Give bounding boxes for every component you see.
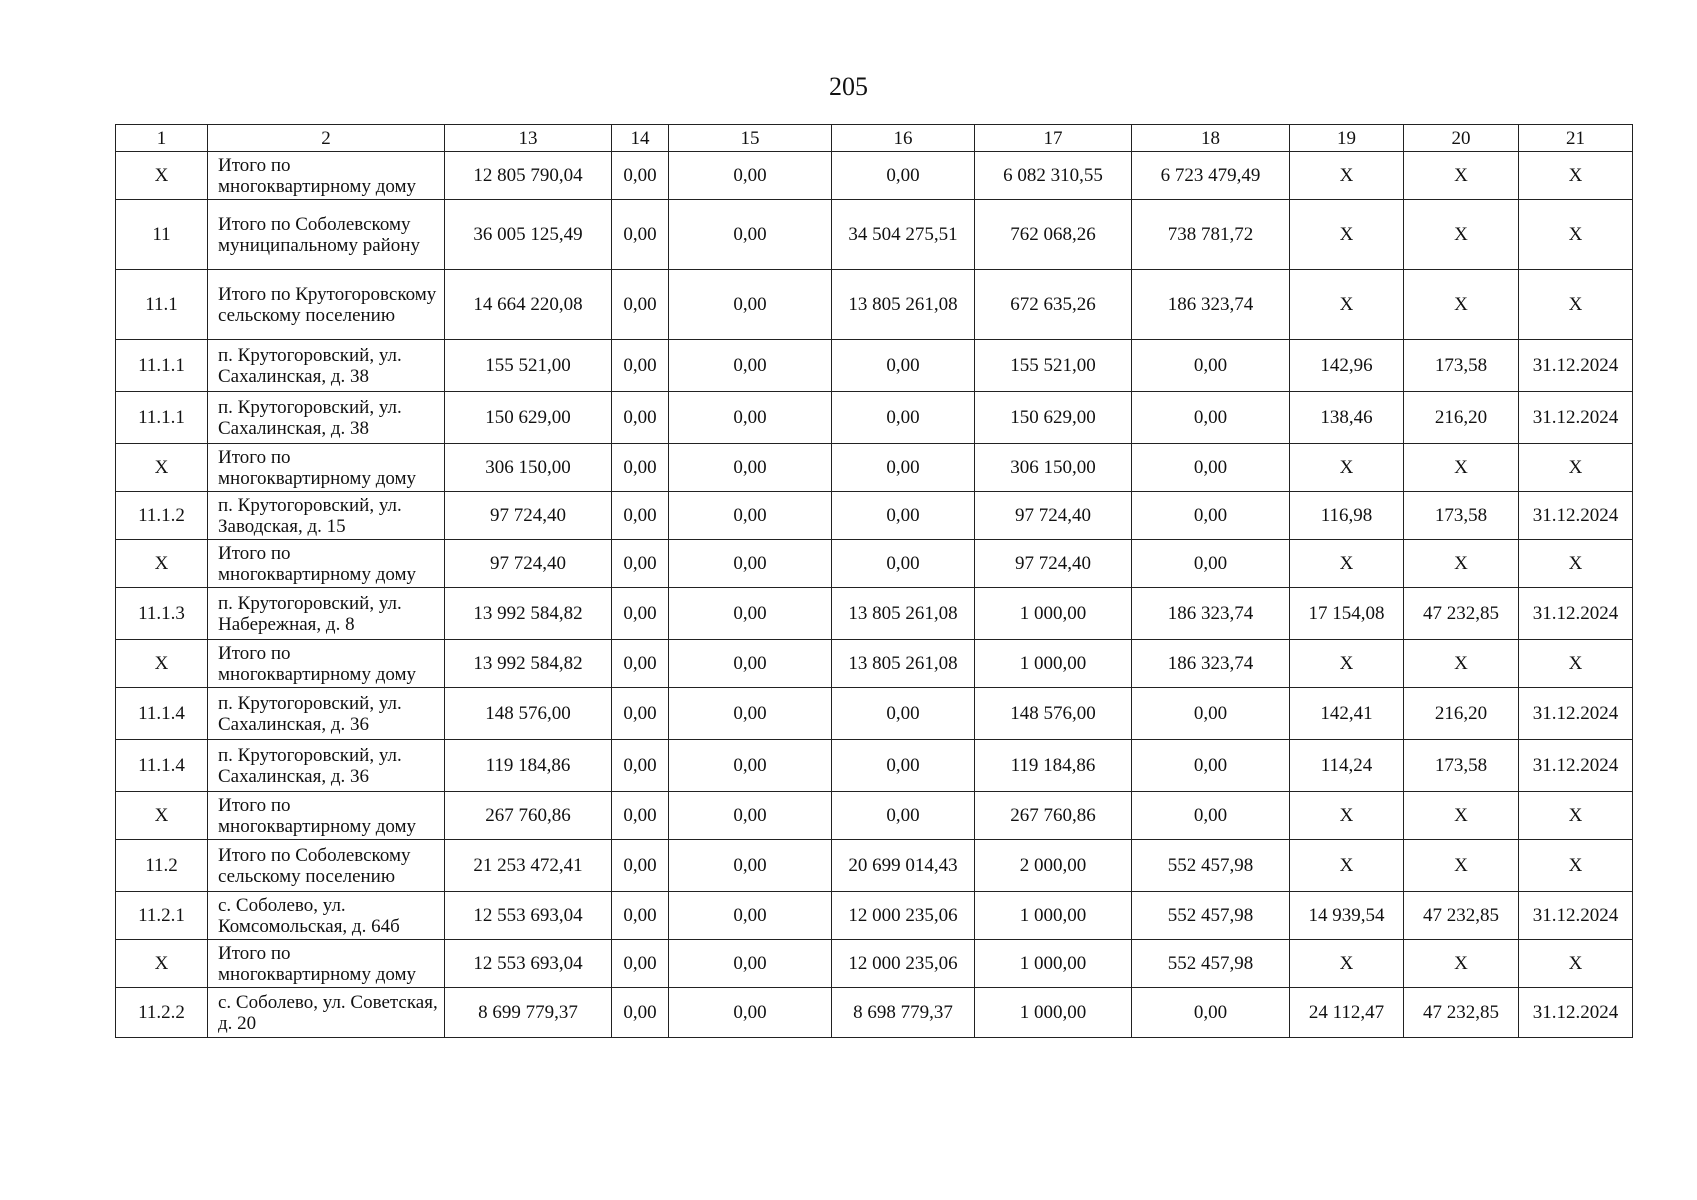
name-cell: Итого по Соболевскому сельскому поселению <box>208 840 445 892</box>
table-cell: 0,00 <box>612 892 669 940</box>
table-cell: X <box>1404 200 1519 270</box>
table-cell: 14 939,54 <box>1290 892 1404 940</box>
table-cell: 13 805 261,08 <box>832 588 975 640</box>
name-cell: п. Крутогоровский, ул. Сахалинская, д. 38 <box>208 340 445 392</box>
table-cell: X <box>1404 444 1519 492</box>
table-row <box>116 688 1633 740</box>
table-cell: 148 576,00 <box>975 688 1132 740</box>
table-cell: 0,00 <box>612 840 669 892</box>
table-cell: 31.12.2024 <box>1519 588 1633 640</box>
table-row <box>116 792 1633 840</box>
table-cell: 11.2 <box>116 840 208 892</box>
table-cell: 0,00 <box>669 840 832 892</box>
table-cell: X <box>1290 270 1404 340</box>
column-header: 16 <box>832 125 975 152</box>
table-cell: 173,58 <box>1404 340 1519 392</box>
table-cell: 6 723 479,49 <box>1132 152 1290 200</box>
name-cell: п. Крутогоровский, ул. Набережная, д. 8 <box>208 588 445 640</box>
table-cell: 97 724,40 <box>445 540 612 588</box>
table-cell: X <box>1519 152 1633 200</box>
table-cell: 12 805 790,04 <box>445 152 612 200</box>
table-cell: 11.2.1 <box>116 892 208 940</box>
table-cell: 0,00 <box>832 688 975 740</box>
table-cell: 0,00 <box>832 152 975 200</box>
table-cell: 116,98 <box>1290 492 1404 540</box>
table-cell: 47 232,85 <box>1404 588 1519 640</box>
table-cell: 0,00 <box>669 200 832 270</box>
table-cell: 2 000,00 <box>975 840 1132 892</box>
table-row <box>116 940 1633 988</box>
table-cell: X <box>1290 444 1404 492</box>
table-cell: 0,00 <box>669 540 832 588</box>
table-cell: 150 629,00 <box>975 392 1132 444</box>
table-row <box>116 152 1633 200</box>
table-cell: 1 000,00 <box>975 940 1132 988</box>
table-cell: 552 457,98 <box>1132 940 1290 988</box>
table-cell: 11.2.2 <box>116 988 208 1038</box>
column-header: 18 <box>1132 125 1290 152</box>
column-header: 17 <box>975 125 1132 152</box>
name-cell: п. Крутогоровский, ул. Сахалинская, д. 36 <box>208 688 445 740</box>
table-row <box>116 444 1633 492</box>
table-cell: X <box>1519 540 1633 588</box>
table-cell: X <box>1290 840 1404 892</box>
table-cell: 0,00 <box>832 340 975 392</box>
table-cell: 0,00 <box>669 340 832 392</box>
table-cell: 47 232,85 <box>1404 892 1519 940</box>
table-cell: 0,00 <box>1132 988 1290 1038</box>
table-cell: 34 504 275,51 <box>832 200 975 270</box>
column-header: 19 <box>1290 125 1404 152</box>
table-cell: 0,00 <box>612 540 669 588</box>
table-row <box>116 340 1633 392</box>
table-row <box>116 200 1633 270</box>
table-cell: 0,00 <box>1132 792 1290 840</box>
column-header: 21 <box>1519 125 1633 152</box>
table-cell: X <box>1404 540 1519 588</box>
table-cell: 0,00 <box>612 740 669 792</box>
table-cell: 11.1.1 <box>116 392 208 444</box>
name-cell: Итого по многоквартирному дому <box>208 792 445 840</box>
table-cell: 8 698 779,37 <box>832 988 975 1038</box>
table-row <box>116 740 1633 792</box>
table-cell: 0,00 <box>612 200 669 270</box>
table-cell: 0,00 <box>832 540 975 588</box>
table-cell: 552 457,98 <box>1132 892 1290 940</box>
table-cell: 12 553 693,04 <box>445 892 612 940</box>
table-cell: X <box>116 640 208 688</box>
table-cell: 142,96 <box>1290 340 1404 392</box>
table-cell: 97 724,40 <box>445 492 612 540</box>
table-cell: 0,00 <box>832 444 975 492</box>
table-cell: 0,00 <box>612 688 669 740</box>
table-cell: 0,00 <box>669 270 832 340</box>
table-cell: 97 724,40 <box>975 492 1132 540</box>
table-cell: X <box>1404 940 1519 988</box>
table-cell: 1 000,00 <box>975 588 1132 640</box>
table-cell: X <box>1404 792 1519 840</box>
column-header: 14 <box>612 125 669 152</box>
table-cell: X <box>116 792 208 840</box>
table-cell: 0,00 <box>612 588 669 640</box>
table-cell: 11.1.4 <box>116 740 208 792</box>
table-cell: 0,00 <box>669 892 832 940</box>
table-cell: 0,00 <box>832 392 975 444</box>
table-cell: 1 000,00 <box>975 988 1132 1038</box>
name-cell: с. Соболево, ул. Комсомольская, д. 64б <box>208 892 445 940</box>
column-header: 1 <box>116 125 208 152</box>
table-cell: 119 184,86 <box>975 740 1132 792</box>
table-cell: X <box>1404 152 1519 200</box>
table-cell: 31.12.2024 <box>1519 392 1633 444</box>
table-cell: 173,58 <box>1404 740 1519 792</box>
table-cell: 47 232,85 <box>1404 988 1519 1038</box>
column-header: 20 <box>1404 125 1519 152</box>
table-cell: X <box>1290 940 1404 988</box>
name-cell: п. Крутогоровский, ул. Заводская, д. 15 <box>208 492 445 540</box>
table-cell: X <box>1519 792 1633 840</box>
table-cell: 31.12.2024 <box>1519 892 1633 940</box>
table-cell: 12 000 235,06 <box>832 940 975 988</box>
table-cell: 20 699 014,43 <box>832 840 975 892</box>
table-cell: X <box>1519 200 1633 270</box>
table-cell: 0,00 <box>669 392 832 444</box>
table-cell: 267 760,86 <box>975 792 1132 840</box>
column-header: 2 <box>208 125 445 152</box>
table-cell: 97 724,40 <box>975 540 1132 588</box>
table-cell: X <box>1290 200 1404 270</box>
table-cell: X <box>116 940 208 988</box>
name-cell: Итого по многоквартирному дому <box>208 152 445 200</box>
table-cell: 155 521,00 <box>445 340 612 392</box>
table-cell: 12 553 693,04 <box>445 940 612 988</box>
table-cell: 0,00 <box>1132 740 1290 792</box>
table-cell: 119 184,86 <box>445 740 612 792</box>
table-cell: 0,00 <box>832 792 975 840</box>
page-number: 205 <box>829 72 868 101</box>
table-cell: 0,00 <box>832 740 975 792</box>
table-cell: 31.12.2024 <box>1519 492 1633 540</box>
table-cell: X <box>116 540 208 588</box>
table-cell: 0,00 <box>612 444 669 492</box>
table-cell: 0,00 <box>669 740 832 792</box>
table-cell: 1 000,00 <box>975 892 1132 940</box>
table-cell: 173,58 <box>1404 492 1519 540</box>
table-cell: 738 781,72 <box>1132 200 1290 270</box>
table-cell: 0,00 <box>669 492 832 540</box>
table-cell: X <box>1404 270 1519 340</box>
table-cell: 186 323,74 <box>1132 588 1290 640</box>
table-cell: 11.1 <box>116 270 208 340</box>
table-cell: 14 664 220,08 <box>445 270 612 340</box>
data-table <box>115 124 1633 1038</box>
name-cell: п. Крутогоровский, ул. Сахалинская, д. 36 <box>208 740 445 792</box>
table-cell: X <box>1519 270 1633 340</box>
table-cell: 216,20 <box>1404 392 1519 444</box>
table-cell: 11 <box>116 200 208 270</box>
table-cell: 114,24 <box>1290 740 1404 792</box>
table-cell: 31.12.2024 <box>1519 340 1633 392</box>
table-cell: 0,00 <box>1132 444 1290 492</box>
table-cell: 8 699 779,37 <box>445 988 612 1038</box>
table-cell: 13 805 261,08 <box>832 270 975 340</box>
name-cell: Итого по Соболевскому муниципальному району <box>208 200 445 270</box>
table-cell: 0,00 <box>612 792 669 840</box>
table-cell: 11.1.3 <box>116 588 208 640</box>
table-row <box>116 540 1633 588</box>
table-cell: X <box>1519 444 1633 492</box>
table-cell: 186 323,74 <box>1132 640 1290 688</box>
table-cell: 11.1.2 <box>116 492 208 540</box>
table-cell: X <box>1404 640 1519 688</box>
table-cell: 21 253 472,41 <box>445 840 612 892</box>
table-cell: 216,20 <box>1404 688 1519 740</box>
name-cell: с. Соболево, ул. Советская, д. 20 <box>208 988 445 1038</box>
table-cell: X <box>116 444 208 492</box>
table-cell: X <box>1290 640 1404 688</box>
table-cell: X <box>1290 540 1404 588</box>
table-cell: 142,41 <box>1290 688 1404 740</box>
table-cell: 0,00 <box>1132 340 1290 392</box>
table-cell: 0,00 <box>612 392 669 444</box>
table-cell: X <box>1290 152 1404 200</box>
table-cell: 0,00 <box>612 640 669 688</box>
table-cell: 31.12.2024 <box>1519 988 1633 1038</box>
table-cell: 552 457,98 <box>1132 840 1290 892</box>
table-cell: 0,00 <box>1132 540 1290 588</box>
table-cell: 0,00 <box>1132 392 1290 444</box>
name-cell: Итого по многоквартирному дому <box>208 540 445 588</box>
name-cell: Итого по многоквартирному дому <box>208 640 445 688</box>
table-cell: 267 760,86 <box>445 792 612 840</box>
header-row <box>116 125 1633 152</box>
table-cell: 0,00 <box>669 152 832 200</box>
table-row <box>116 840 1633 892</box>
table-cell: 0,00 <box>669 640 832 688</box>
name-cell: Итого по Крутогоровскому сельскому поселению <box>208 270 445 340</box>
table-cell: X <box>116 152 208 200</box>
table-row <box>116 640 1633 688</box>
name-cell: Итого по многоквартирному дому <box>208 940 445 988</box>
table-cell: 31.12.2024 <box>1519 740 1633 792</box>
column-header: 15 <box>669 125 832 152</box>
table-cell: 24 112,47 <box>1290 988 1404 1038</box>
table-cell: X <box>1290 792 1404 840</box>
name-cell: Итого по многоквартирному дому <box>208 444 445 492</box>
table-cell: 13 805 261,08 <box>832 640 975 688</box>
table-cell: 138,46 <box>1290 392 1404 444</box>
table-cell: 0,00 <box>669 588 832 640</box>
table-cell: 11.1.4 <box>116 688 208 740</box>
table-cell: 17 154,08 <box>1290 588 1404 640</box>
table-cell: 1 000,00 <box>975 640 1132 688</box>
table-cell: 0,00 <box>669 940 832 988</box>
table-cell: 0,00 <box>669 988 832 1038</box>
table-cell: 13 992 584,82 <box>445 640 612 688</box>
table-cell: 0,00 <box>612 340 669 392</box>
table-cell: 0,00 <box>612 988 669 1038</box>
table-cell: 150 629,00 <box>445 392 612 444</box>
table-cell: 13 992 584,82 <box>445 588 612 640</box>
table-row <box>116 492 1633 540</box>
table-cell: 0,00 <box>612 152 669 200</box>
table-cell: 186 323,74 <box>1132 270 1290 340</box>
table-cell: 0,00 <box>669 444 832 492</box>
table-cell: 11.1.1 <box>116 340 208 392</box>
table-cell: 12 000 235,06 <box>832 892 975 940</box>
table-cell: 6 082 310,55 <box>975 152 1132 200</box>
table-cell: 0,00 <box>832 492 975 540</box>
table-cell: X <box>1519 940 1633 988</box>
table-cell: 0,00 <box>669 688 832 740</box>
table-cell: 148 576,00 <box>445 688 612 740</box>
column-header: 13 <box>445 125 612 152</box>
table-cell: 0,00 <box>1132 492 1290 540</box>
table-cell: 0,00 <box>612 270 669 340</box>
table-cell: 36 005 125,49 <box>445 200 612 270</box>
table-cell: 0,00 <box>669 792 832 840</box>
name-cell: п. Крутогоровский, ул. Сахалинская, д. 38 <box>208 392 445 444</box>
table-row <box>116 270 1633 340</box>
table-row <box>116 392 1633 444</box>
table-cell: 155 521,00 <box>975 340 1132 392</box>
table-cell: X <box>1519 840 1633 892</box>
table-cell: 306 150,00 <box>445 444 612 492</box>
table-cell: 672 635,26 <box>975 270 1132 340</box>
table-cell: X <box>1519 640 1633 688</box>
table-cell: 762 068,26 <box>975 200 1132 270</box>
table-cell: X <box>1404 840 1519 892</box>
table-cell: 306 150,00 <box>975 444 1132 492</box>
table-row <box>116 588 1633 640</box>
table-cell: 0,00 <box>612 940 669 988</box>
table-cell: 0,00 <box>612 492 669 540</box>
table-row <box>116 988 1633 1038</box>
table-cell: 0,00 <box>1132 688 1290 740</box>
table-row <box>116 892 1633 940</box>
table-cell: 31.12.2024 <box>1519 688 1633 740</box>
